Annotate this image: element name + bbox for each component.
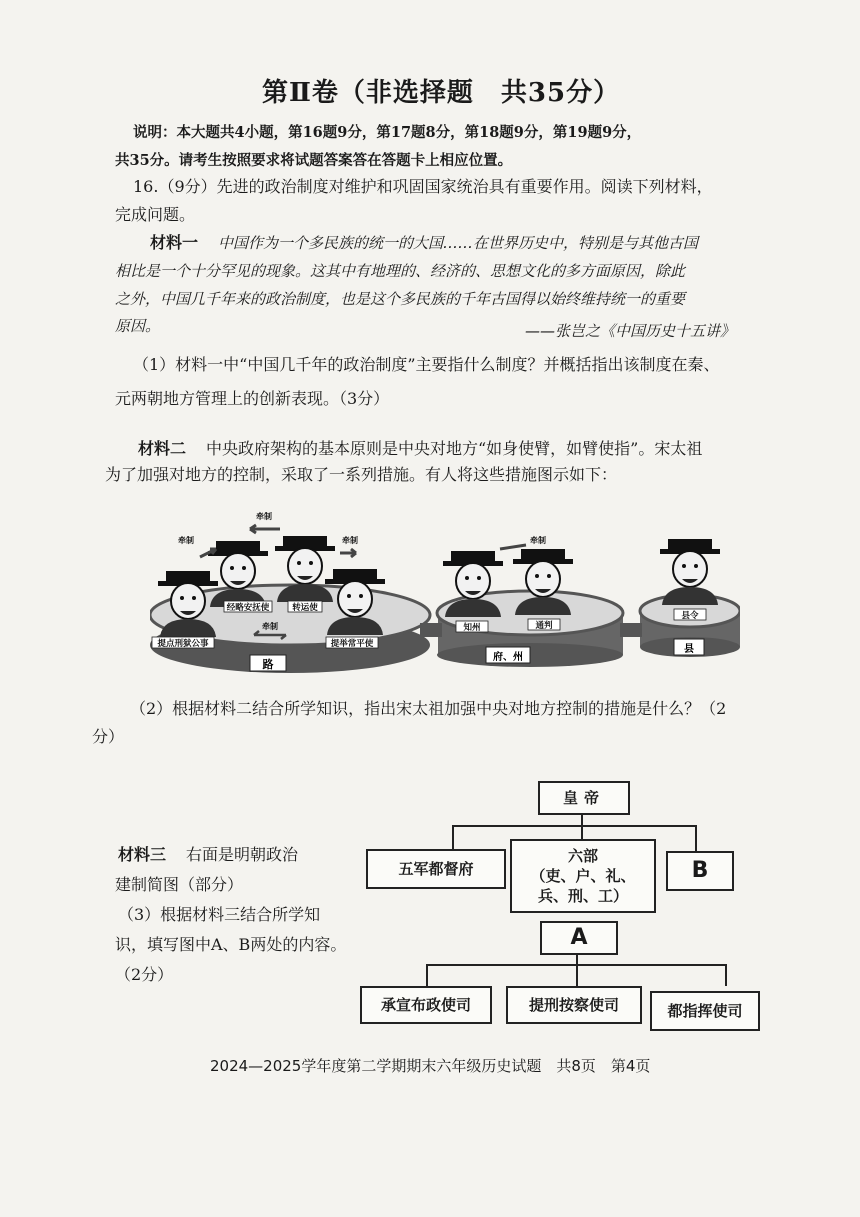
org-liubu-title: 六部 — [567, 847, 598, 865]
org-emperor: 皇帝 — [538, 781, 630, 815]
label-zhizhou: 知州 — [463, 623, 481, 633]
question-2-line-2: 分） — [92, 727, 125, 746]
question-3-line-1: （3）根据材料三结合所学知 — [118, 905, 321, 924]
label-tidian: 提点刑狱公事 — [157, 639, 209, 649]
instructions-line-2: 共35分。请考生按照要求将试题答案答在答题卡上相应位置。 — [115, 152, 513, 169]
label-xianling: 县令 — [681, 611, 699, 621]
official-zhizhou-icon — [443, 551, 503, 617]
question-3-line-2: 识，填写图中A、B两处的内容。 — [115, 935, 347, 954]
material-1-source: ——张岂之《中国历史十五讲》 — [525, 322, 736, 340]
official-tongpan-icon — [513, 549, 573, 615]
label-tiju: 提举常平使 — [330, 639, 374, 649]
org-chengxuan-buzhengshisi: 承宣布政使司 — [360, 986, 492, 1024]
material-1-line-3: 之外，中国几千年来的政治制度，也是这个多民族的千年古国得以始终维持统一的重要 — [115, 290, 686, 308]
org-duzhihuishisi: 都指挥使司 — [650, 991, 760, 1031]
instructions-line-1: 说明：本大题共4小题，第16题9分，第17题8分，第18题9分，第19题9分， — [133, 124, 642, 141]
arrow-label-2: 牵制 — [178, 536, 194, 545]
org-box-b: B — [666, 851, 734, 891]
material-3-line-2: 建制简图（部分） — [115, 875, 244, 894]
official-jinglue-icon — [208, 541, 268, 607]
ming-org-chart — [360, 775, 800, 1040]
material-1-line-2: 相比是一个十分罕见的现象。这其中有地理的、经济的、思想文化的多方面原因，除此 — [115, 262, 686, 280]
material-1-label: 材料一 — [150, 233, 199, 252]
label-jinglue: 经略安抚使 — [226, 603, 270, 613]
material-3-label: 材料三 — [118, 845, 167, 864]
org-box-a: A — [540, 921, 618, 955]
platform-fuzhou-label: 府、州 — [493, 652, 523, 663]
question-16-stem-line-1: 16.（9分）先进的政治制度对维护和巩固国家统治具有重要作用。阅读下列材料， — [133, 177, 713, 196]
arrow-label-4: 牵制 — [262, 622, 278, 631]
platform-lu-label: 路 — [262, 658, 274, 671]
official-zhuanyun-icon — [275, 536, 335, 602]
song-control-illustration — [150, 505, 740, 675]
question-1-line-2: 元两朝地方管理上的创新表现。（3分） — [115, 389, 390, 408]
platform-xian-label: 县 — [684, 644, 694, 655]
org-tixing-anchashisi: 提刑按察使司 — [506, 986, 642, 1024]
arrow-label-1: 牵制 — [256, 512, 272, 521]
org-liubu — [510, 839, 656, 913]
official-xianling-icon — [660, 539, 720, 605]
question-16-stem-line-2: 完成问题。 — [115, 205, 196, 224]
question-1-line-1: （1）材料一中“中国几千年的政治制度”主要指什么制度？并概括指出该制度在秦、 — [133, 355, 720, 374]
material-2-label: 材料二 — [138, 439, 187, 458]
label-tongpan: 通判 — [535, 621, 553, 631]
org-wujun-dudufu: 五军都督府 — [366, 849, 506, 889]
material-1-line-1: 中国作为一个多民族的统一的大国……在世界历史中，特别是与其他古国 — [218, 234, 699, 252]
section-title: 第Ⅱ卷（非选择题 共35分） — [262, 78, 621, 108]
org-liubu-line-2: 兵、刑、工） — [537, 887, 628, 905]
material-3-line-1: 右面是明朝政治 — [186, 845, 299, 864]
page-footer: 2024—2025学年度第二学期期末六年级历史试题 共8页 第4页 — [210, 1057, 651, 1075]
arrow-label-5: 牵制 — [530, 536, 546, 545]
material-2-line-1: 中央政府架构的基本原则是中央对地方“如身使臂，如臂使指”。宋太祖 — [206, 439, 703, 458]
org-liubu-line-1: （吏、户、礼、 — [530, 867, 636, 885]
label-zhuanyun: 转运使 — [292, 603, 318, 613]
question-3-line-3: （2分） — [115, 965, 174, 984]
material-2-line-2: 为了加强对地方的控制，采取了一系列措施。有人将这些措施图示如下： — [105, 465, 618, 484]
material-1-line-4: 原因。 — [115, 317, 161, 335]
arrow-label-3: 牵制 — [342, 536, 358, 545]
question-2-line-1: （2）根据材料二结合所学知识，指出宋太祖加强中央对地方控制的措施是什么？（2 — [130, 699, 727, 718]
